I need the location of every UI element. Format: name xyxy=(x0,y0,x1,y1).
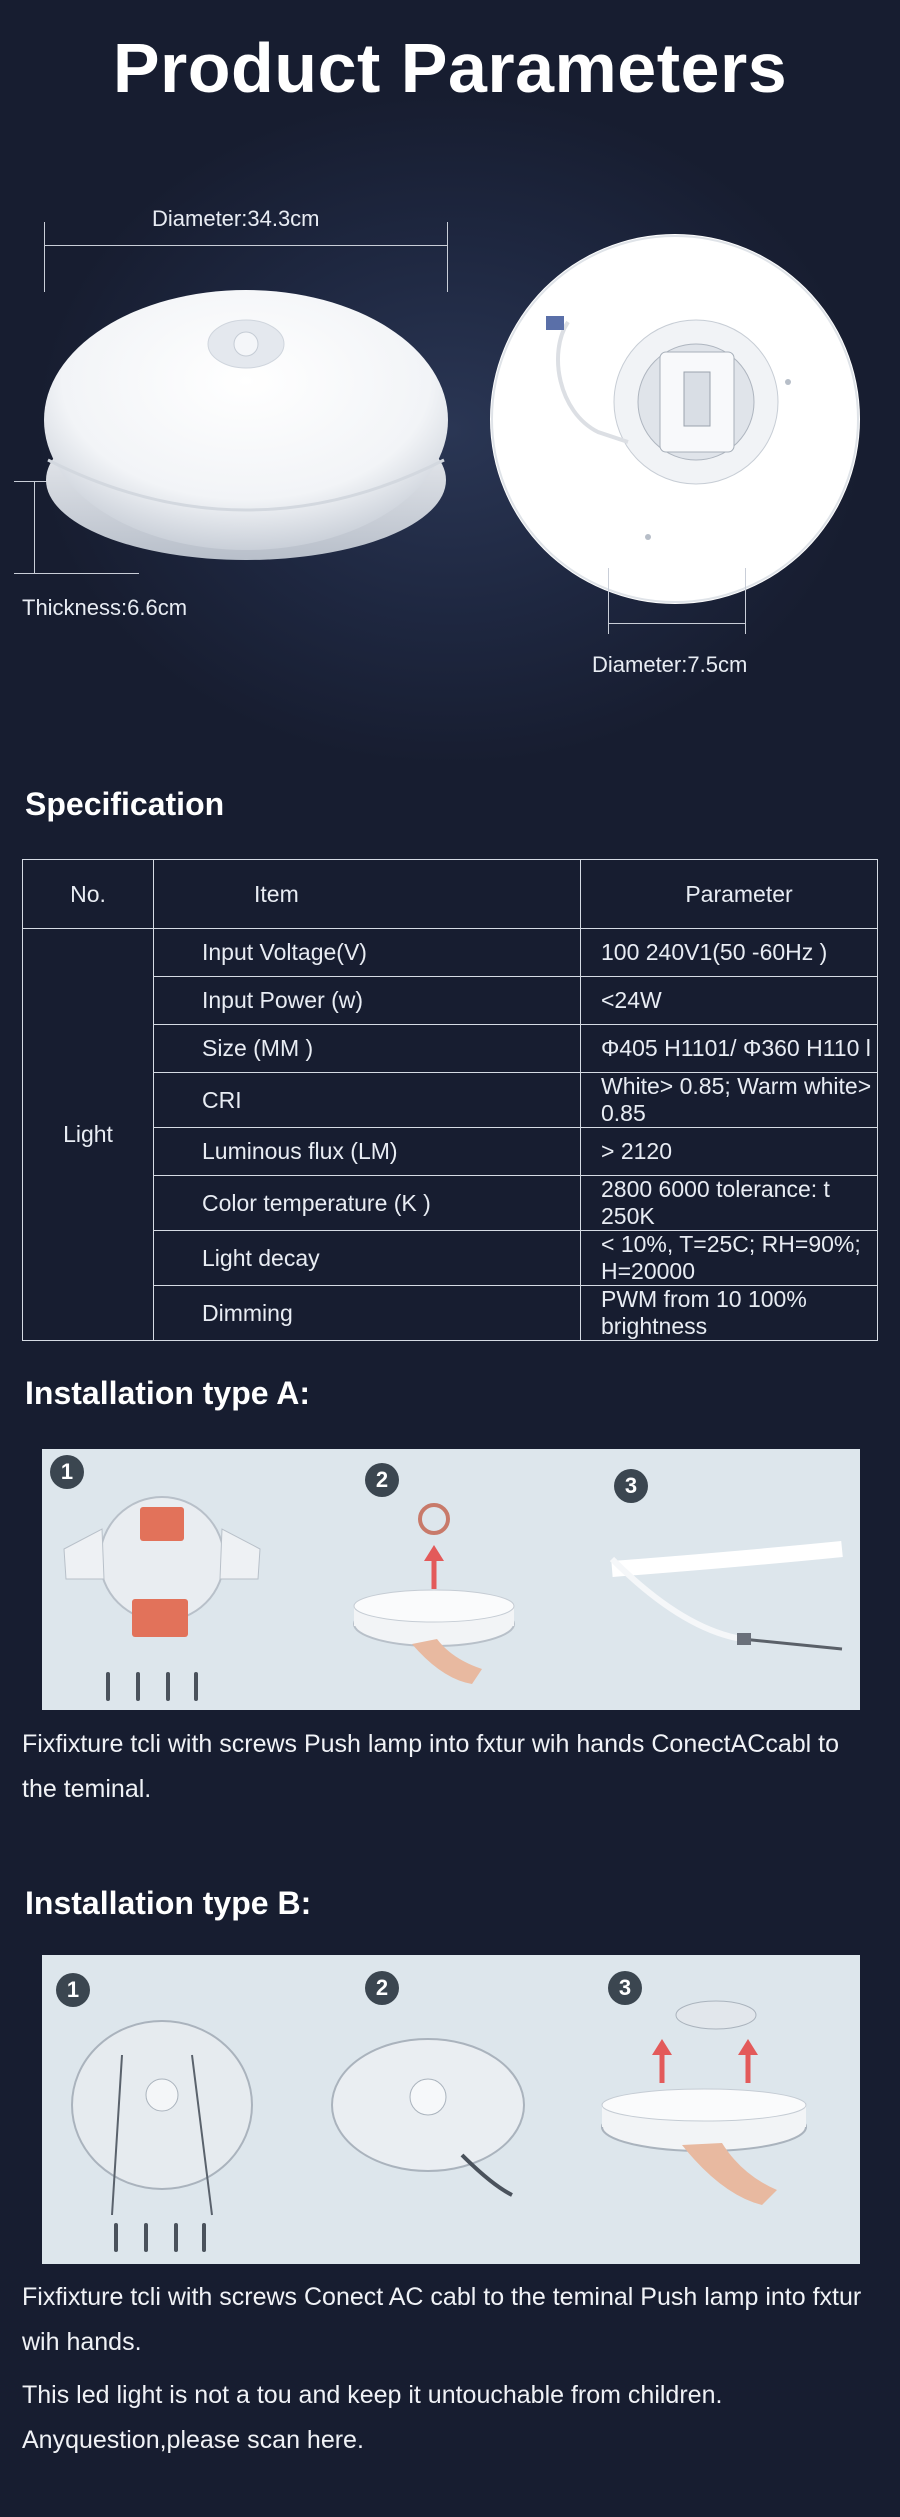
diameter-top-label: Diameter:34.3cm xyxy=(152,206,320,231)
spec-param: > 2120 xyxy=(581,1128,878,1176)
group-label-light: Light xyxy=(23,929,154,1341)
diameter-base-tick-right xyxy=(745,568,746,634)
specification-table xyxy=(22,859,878,1341)
column-header-no: No. xyxy=(23,860,154,929)
spec-item: CRI xyxy=(154,1073,581,1128)
spec-param: < 10%, T=25C; RH=90%; H=20000 xyxy=(581,1231,878,1286)
install-a-heading: Installation type A: xyxy=(25,1375,311,1411)
spec-item: Input Voltage(V) xyxy=(154,929,581,977)
spec-param: 2800 6000 tolerance: t 250K xyxy=(581,1176,878,1231)
install-b-caption: Fixfixture tcli with screws Conect AC cabl to the teminal Push lamp into fxtur wih hands. xyxy=(22,2283,862,2356)
lamp-back-view-image xyxy=(488,232,862,606)
page-title: Product Parameters xyxy=(112,29,788,107)
install-b-image-panel xyxy=(42,1955,860,2264)
install-a-step-3-badge: 3 xyxy=(614,1469,648,1503)
safety-note: This led light is not a tou and keep it untouchable from children. Anyquestion,please scan here. xyxy=(22,2381,723,2454)
install-b-step-1-badge: 1 xyxy=(56,1973,90,2007)
install-a-step-1-badge: 1 xyxy=(50,1455,84,1489)
thickness-line-vertical xyxy=(34,481,35,573)
install-a-image-panel xyxy=(42,1449,860,1710)
table-row xyxy=(23,929,878,977)
diameter-top-line xyxy=(44,245,448,246)
thickness-line-bottom xyxy=(14,573,139,574)
install-b-illustration xyxy=(42,1955,860,2264)
specification-heading: Specification xyxy=(25,786,225,822)
spec-param: 100 240V1(50 -60Hz ) xyxy=(581,929,878,977)
diameter-base-line xyxy=(608,623,746,624)
spec-param: Φ405 H1101/ Φ360 H110 l xyxy=(581,1025,878,1073)
column-header-item: Item xyxy=(154,860,581,929)
install-a-step-2-badge: 2 xyxy=(365,1463,399,1497)
spec-param: White> 0.85; Warm white> 0.85 xyxy=(581,1073,878,1128)
spec-item: Color temperature (K ) xyxy=(154,1176,581,1231)
diameter-base-tick-left xyxy=(608,568,609,634)
spec-item: Input Power (w) xyxy=(154,977,581,1025)
install-a-illustration xyxy=(42,1449,860,1710)
install-b-step-3-badge: 3 xyxy=(608,1971,642,2005)
spec-item: Light decay xyxy=(154,1231,581,1286)
table-header-row xyxy=(23,860,878,929)
install-b-heading: Installation type B: xyxy=(25,1885,312,1921)
spec-item: Size (MM ) xyxy=(154,1025,581,1073)
column-header-parameter: Parameter xyxy=(581,860,878,929)
spec-param: PWM from 10 100% brightness xyxy=(581,1286,878,1341)
lamp-side-view-image xyxy=(44,270,448,570)
diameter-base-label: Diameter:7.5cm xyxy=(592,652,748,677)
spec-item: Luminous flux (LM) xyxy=(154,1128,581,1176)
spec-param: <24W xyxy=(581,977,878,1025)
spec-item: Dimming xyxy=(154,1286,581,1341)
install-b-step-2-badge: 2 xyxy=(365,1971,399,2005)
install-a-caption: Fixfixture tcli with screws Push lamp into fxtur wih hands ConectACcabl to the teminal. xyxy=(22,1730,839,1803)
thickness-label: Thickness:6.6cm xyxy=(22,595,188,620)
